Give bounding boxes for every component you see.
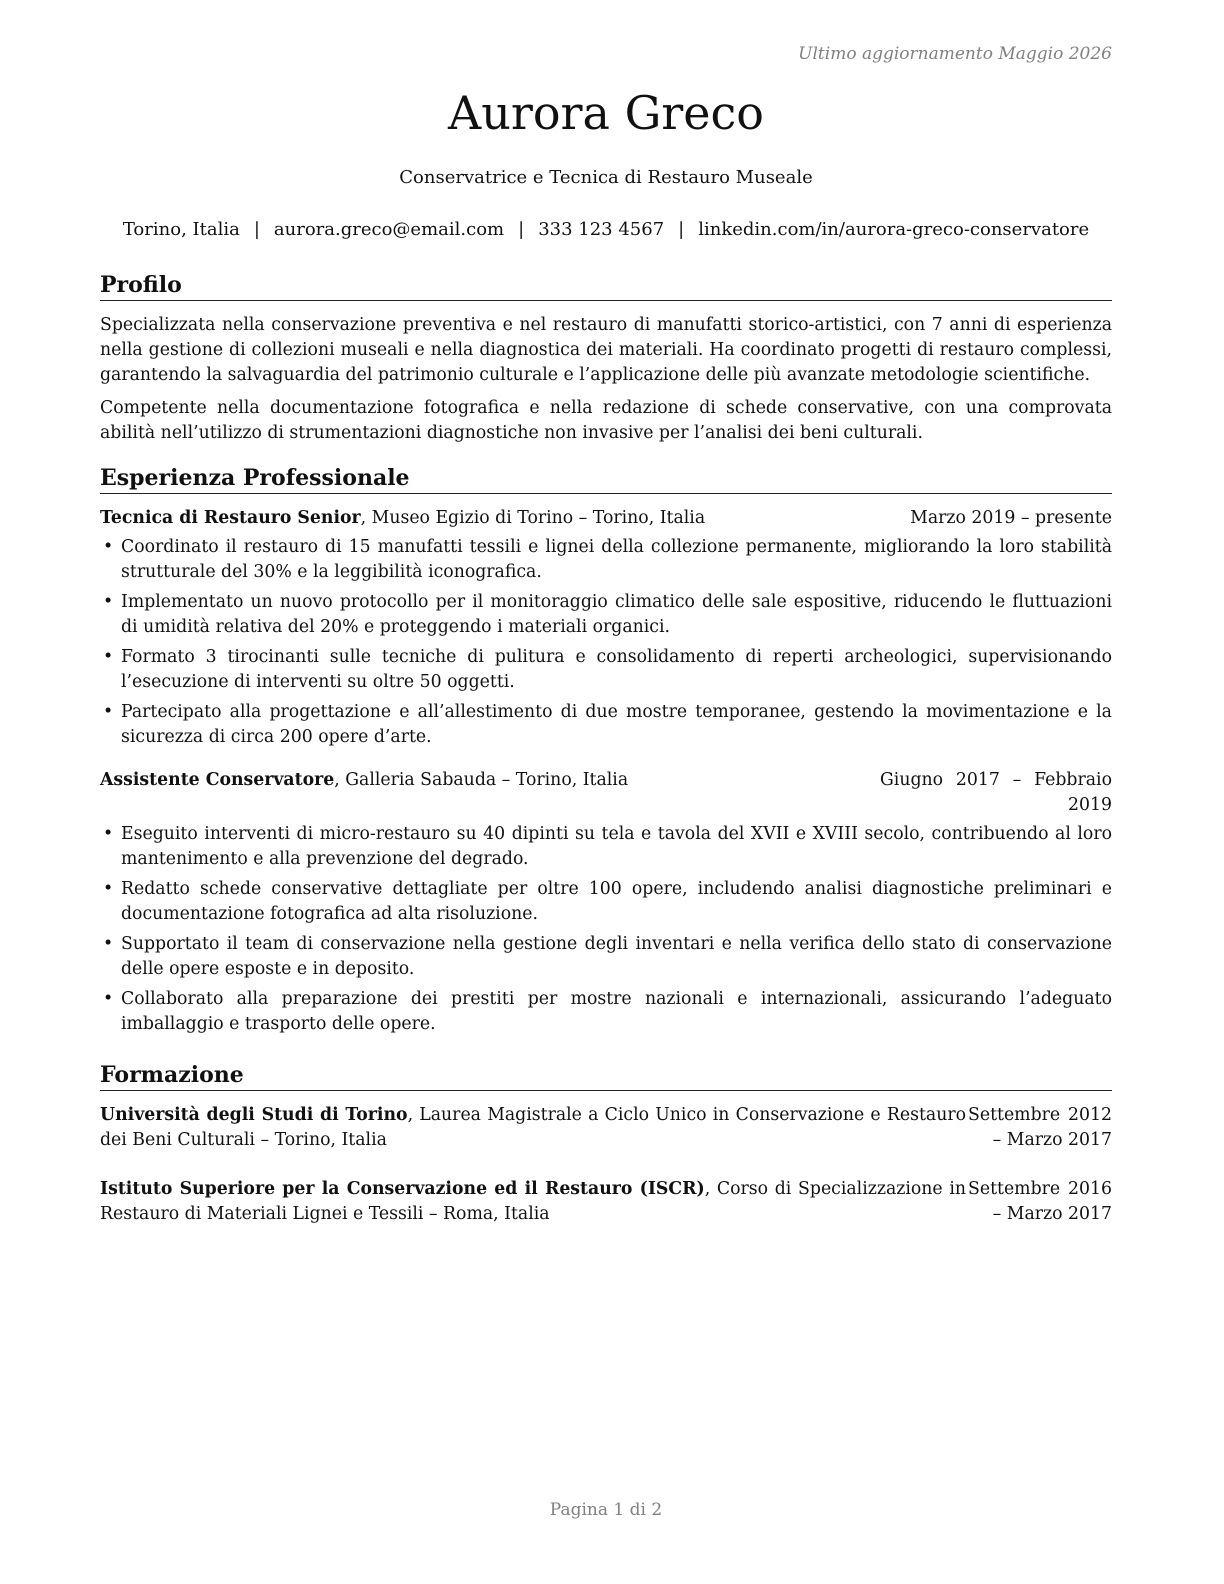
profile-paragraph: Competente nella documentazione fotografica e nella redazione di schede conservative, con una comprovata abilità nell’utilizzo di strumentazioni diagnostiche non invasive per l’analisi dei beni culturali. <box>100 398 1112 443</box>
profile-section <box>100 271 1112 454</box>
list-item: • Implementato un nuovo protocollo per il monitoraggio climatico delle sale espositive, riducendo le fluttuazioni di umidità relativa del 20% e proteggendo i materiali organici. <box>100 590 1112 640</box>
resume-page <box>100 0 1112 1584</box>
contact-phone[interactable]: 333 123 4567 <box>538 219 665 240</box>
job-dates: Marzo 2019 – presente <box>910 508 1112 528</box>
contact-separator: | <box>678 219 685 240</box>
education-text <box>100 1177 966 1227</box>
list-item: • Coordinato il restauro di 15 manufatti tessili e lignei della collezione permanente, migliorando la loro stabilità strutturale del 30% e la leggibilità iconografica. <box>100 535 1112 585</box>
education-dates: Settembre 2016 – Marzo 2017 <box>968 1179 1112 1224</box>
contact-location: Torino, Italia <box>122 219 240 240</box>
education-detail: , Laurea Magistrale a Ciclo Unico in Conservazione e Restauro dei Beni Culturali – Torino, Italia <box>100 1105 966 1150</box>
list-item: • Partecipato alla progettazione e all’allestimento di due mostre temporanee, gestendo la movimentazione e la sicurezza di circa 200 opere d’arte. <box>100 700 1112 750</box>
candidate-subtitle: Conservatrice e Tecnica di Restauro Museale <box>399 167 813 188</box>
list-item: • Eseguito interventi di micro-restauro su 40 dipinti su tela e tavola del XVII e XVIII secolo, contribuendo al loro mantenimento e alla prevenzione del degrado. <box>100 822 1112 872</box>
education-school: Istituto Superiore per la Conservazione ed il Restauro (ISCR) <box>100 1179 705 1199</box>
job-entry <box>100 768 1112 1037</box>
job-bullets <box>100 535 1112 750</box>
list-item: • Formato 3 tirocinanti sulle tecniche di pulitura e consolidamento di reperti archeologici, supervisionando l’esecuzione di interventi su oltre 50 oggetti. <box>100 645 1112 695</box>
contact-linkedin[interactable]: linkedin.com/in/aurora-greco-conservatore <box>698 219 1090 240</box>
contact-separator: | <box>518 219 525 240</box>
job-header <box>100 506 1112 531</box>
section-title-education: Formazione <box>100 1061 1112 1091</box>
section-title-experience: Esperienza Professionale <box>100 464 1112 494</box>
section-title-profile: Profilo <box>100 271 1112 301</box>
job-organization: , Galleria Sabauda – Torino, Italia <box>334 770 629 790</box>
job-title-line <box>100 506 705 531</box>
list-item: • Collaborato alla preparazione dei prestiti per mostre nazionali e internazionali, assicurando l’adeguato imballaggio e trasporto delle opere. <box>100 987 1112 1037</box>
list-item: • Supportato il team di conservazione nella gestione degli inventari e nella verifica dello stato di conservazione delle opere esposte e in deposito. <box>100 932 1112 982</box>
contact-line <box>100 219 1112 240</box>
education-text <box>100 1103 966 1153</box>
education-entry <box>100 1177 1112 1227</box>
job-bullets <box>100 822 1112 1037</box>
education-section <box>100 1061 1112 1251</box>
list-item: • Redatto schede conservative dettagliate per oltre 100 opere, includendo analisi diagnostiche preliminari e documentazione fotografica ad alta risoluzione. <box>100 877 1112 927</box>
education-entry <box>100 1103 1112 1153</box>
candidate-name: Aurora Greco <box>448 86 764 140</box>
job-role: Tecnica di Restauro Senior <box>100 508 361 528</box>
job-role: Assistente Conservatore <box>100 770 335 790</box>
last-updated: Ultimo aggiornamento Maggio 2026 <box>798 44 1112 64</box>
profile-paragraph: Specializzata nella conservazione preventiva e nel restauro di manufatti storico-artistici, con 7 anni di esperienza nella gestione di collezioni museali e nella diagnostica dei materiali. Ha coordinato progetti di restauro complessi, garantendo la salvaguardia del patrimonio culturale e l’applicazione delle più avanzate metodologie scientifiche. <box>100 315 1112 385</box>
job-dates: Giugno 2017 – Febbraio 2019 <box>880 770 1112 815</box>
contact-email[interactable]: aurora.greco@email.com <box>273 219 505 240</box>
job-header <box>100 768 1112 818</box>
education-detail: , Corso di Specializzazione in Restauro di Materiali Lignei e Tessili – Roma, Italia <box>100 1179 966 1224</box>
page-number: Pagina 1 di 2 <box>549 1500 663 1520</box>
experience-section <box>100 464 1112 1055</box>
job-entry <box>100 506 1112 750</box>
job-title-line <box>100 768 628 818</box>
job-organization: , Museo Egizio di Torino – Torino, Italia <box>360 508 706 528</box>
education-dates: Settembre 2012 – Marzo 2017 <box>968 1105 1112 1150</box>
contact-separator: | <box>253 219 260 240</box>
education-school: Università degli Studi di Torino <box>100 1105 408 1125</box>
